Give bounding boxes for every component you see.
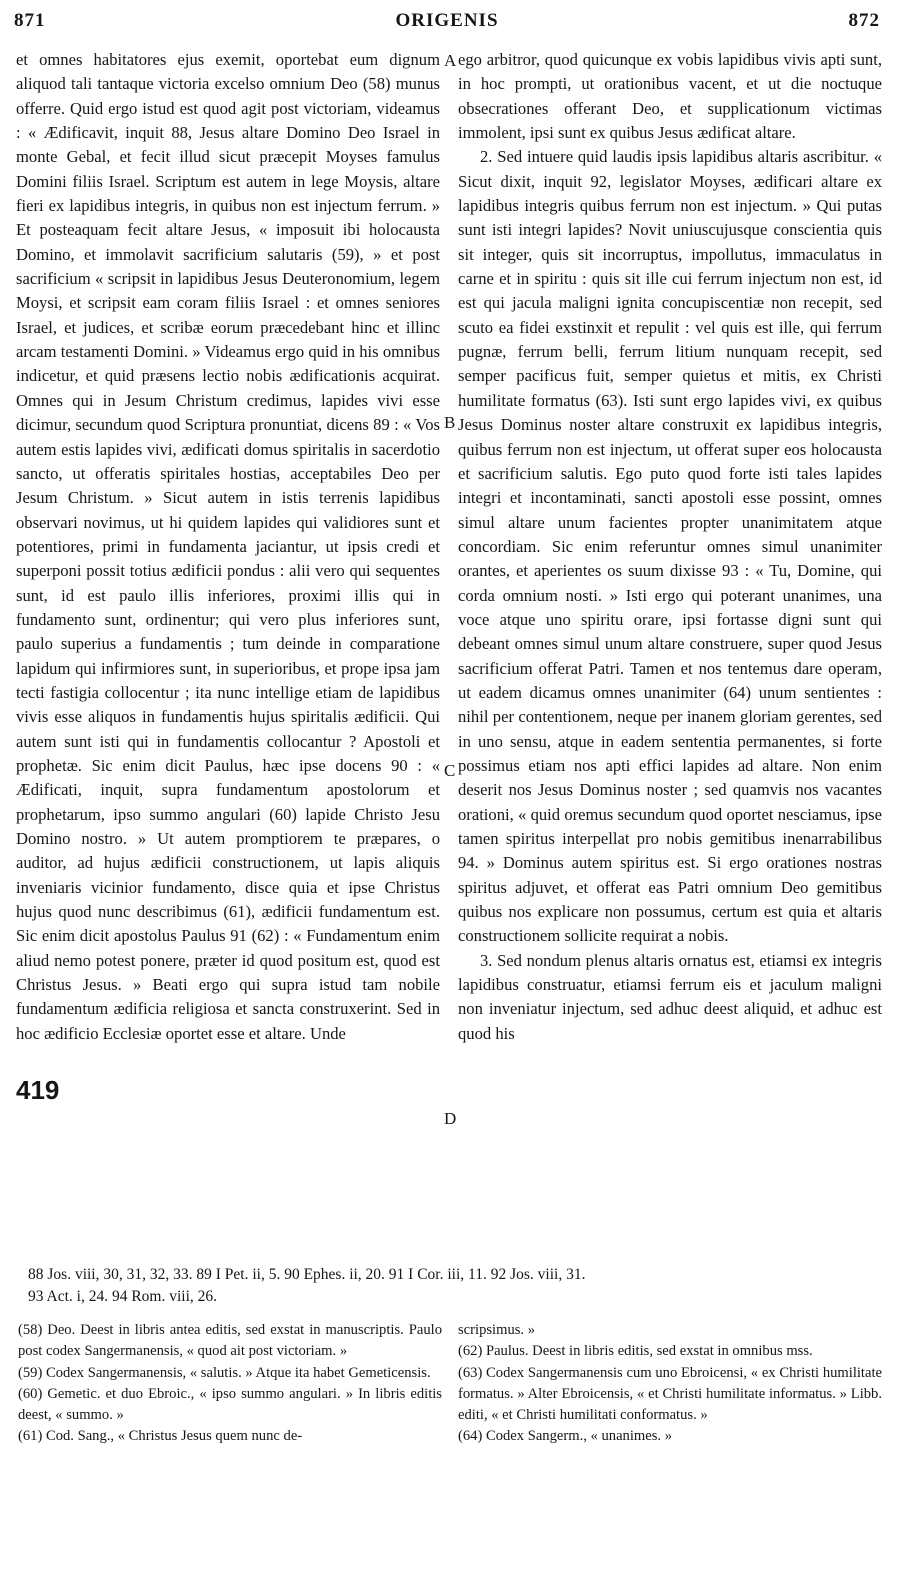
left-paragraph: et omnes habitatores ejus exemit, oportebat eum dignum aliquod tali tantaque victoria excelso omnium Deo (58) munus offerre. Quid ergo istud est quod agit post victoriam, videamus : « Ædificavit, inquit 88, Jesus altare Domino Deo Israel in monte Gebal, et fecit illud sicut præcepit Moyses famulus Domini filiis Israel. Scriptum est autem in lege Moysis, altare fieri ex lapidibus integris, in quibus non est injectum ferrum. » Et posteaquam fecit altare Jesus, « imposuit ibi holocausta Domino, et immolavit sacrificium salutaris (59), » et post sacrificium « scripsit in lapidibus Jesus Deuteronomium, legem Moysi, et scripsit eam coram filiis Israel : et omnes seniores Israel, et judices, et scribæ eorum præcedebant hinc et illinc arcam testamenti Domini. » Videamus ergo quid in his omnibus indicetur, et quid præsens lectio nobis ædificationis acquirat. Omnes qui in Jesum Christum credimus, lapides vivi esse dicimur, secundum quod Scriptura pronuntiat, dicens 89 : « Vos autem estis lapides vivi, ædificati domus spiritalis in sacerdotio sancto, ut offeratis spiritales hostias, acceptabiles Deo per Jesum Christum. » Sicut autem in istis terrenis lapidibus observari novimus, ut hi quidem lapides qui validiores sunt et potentiores, primi in fundamenta jaciantur, ut ipsis credi et superponi possit totius ædificii pondus : alii vero qui sequentes sunt, id est paulo illis inferiores, proximi illis qui in fundamento sunt, ordinentur; qui vero plus inferiores sunt, paulo superius a fundamentis ; tum deinde in comparatione lapidum qui infirmiores sunt, in superioribus, et prope ipsa jam tecti fastigia collocentur ; ita nunc intellige etiam de lapidibus vivis esse aliquos in fundamentis hujus spiritalis ædificii. Qui autem sunt isti qui in fundamentis collocantur ? Apostoli et prophetæ. Sic enim dicit Paulus, hæc ipse docens 90 : « Ædificati, inquit, supra fundamentum apostolorum et prophetarum, ipso summo angulari (60) lapide Christo Jesu Domino nostro. » Ut autem promptiorem te præpares, o auditor, ad hujus ædificii constructionem, ut lapis aliquis inveniaris vicinior fundamento, disce quia et ipse Christus hujus quod nunc describimus (61), ædificii fundamentum est. Sic enim dicit apostolus Paulus 91 (62) : « Fundamentum enim aliud nemo potest ponere, præter id quod positum est, quod est Christus Jesus. » Beati ergo qui supra istud tam nobile fundamentum ædificia religiosa et sancta construxerint. Sed in hoc ædificio Ecclesiæ oportet esse et altare. Unde: [16, 50, 440, 1043]
left-column-number: 871: [14, 10, 46, 31]
margin-letter-b: B: [444, 413, 456, 432]
margin-letter-d: D: [444, 1109, 457, 1128]
footnote: (60) Gemetic. et duo Ebroic., « ipso summo angulari. » In libris editis deest, « summo. »: [18, 1385, 442, 1424]
right-text-column: [458, 48, 882, 1256]
right-paragraph: 2. Sed intuere quid laudis ipsis lapidibus altaris ascribitur. « Sicut dixit, inquit 92, legislator Moyses, ædificari altare ex lapidibus integris quibus ferrum non est injectum. » Qui putas sunt isti integri lapides? Novit uniuscujusque conscientia quis sit integer, quis sit incorruptus, impollutus, immaculatus in carne et in spiritu : quis sit ille cui ferrum injectum non est, id est qui jacula maligni ignita concupiscentiæ non recepit, sed scuto ea fidei exstinxit et repulit : vel quis est ille, qui ferrum pugnæ, ferrum belli, ferrum litium nunquam recepit, sed semper pacificus fuit, semper quietus et mitis, ex Christi humilitate formatus (63). Isti sunt ergo lapides vivi, ex quibus Jesus Dominus noster altare construxit ex lapidibus integris, quibus ferrum non est injectum, ut offerat super eos holocausta et sacrificium salutis. Ego puto quod forte isti tales lapides integri et incontaminati, sancti apostoli esse possint, omnes simul altare unum facientes propter unanimitatem atque concordiam. Sic enim referuntur omnes simul unanimiter orantes, et aperientes os suum dixisse 93 : « Tu, Domine, qui corda omnium nosti. » Isti ergo qui poterant unanimes, una voce atque uno spiritu orare, ipsi fortasse digni sunt qui debeant omnes simul unum altare construere, super quod Jesus sacrificium offerat Patri. Tamen et nos tentemus dare operam, ut eadem dicamus omnes unanimiter (64) unum sentientes : nihil per contentionem, neque per inanem gloriam gerentes, sed in uno sensu, atque in eadem sententia permanentes, si forte possimus etiam nos apti effici lapides ad altare. Non enim deserit nos Jesus Dominus noster ; sed quamvis nos vacantes orationi, « quid oremus secundum quod oportet nesciamus, ipse tamen spiritus interpellat pro nobis gemitibus inenarrabilibus 94. » Dominus autem spiritus est. Si ergo orationes nostras spiritus adjuvet, et offerat eas Patri omnium Deo gemitibus quibus nos explicare non possumus, certum est quia et altaris constructionem sollicite requirat a nobis.: [458, 147, 882, 946]
footnote: scripsimus. »: [458, 1322, 536, 1338]
right-paragraph: 3. Sed nondum plenus altaris ornatus est, etiamsi ex integris lapidibus construatur, etiamsi ferrum eis et jaculum maligni non inveniatur injectum, sed adhuc deest aliquid, et adhuc est quod his: [458, 950, 882, 1043]
footnote: (62) Paulus. Deest in libris editis, sed exstat in omnibus mss.: [458, 1343, 813, 1360]
margin-letter-a: A: [444, 51, 457, 70]
page-title: ORIGENIS: [395, 10, 499, 31]
left-text-column: [16, 48, 440, 1256]
column-number-marker: 419: [16, 1075, 60, 1105]
footnote: (59) Codex Sangermanensis, « salutis. » Atque ita habet Gemeticensis.: [18, 1364, 431, 1381]
scripture-references: [28, 1264, 894, 1308]
footnotes-right: [458, 1320, 882, 1475]
margin-letter-c: C: [444, 761, 456, 780]
scripture-ref-line: 88 Jos. viii, 30, 31, 32, 33. 89 I Pet. ii, 5. 90 Ephes. ii, 20. 91 I Cor. iii, 11. 92 Jos. viii, 31.: [28, 1266, 586, 1283]
footnote: (58) Deo. Deest in libris antea editis, sed exstat in manuscriptis. Paulo post codex Sangermanensis, « quod ait post victoriam. »: [18, 1322, 442, 1360]
scripture-ref-line: 93 Act. i, 24. 94 Rom. viii, 26.: [28, 1288, 218, 1305]
footnote: (64) Codex Sangerm., « unanimes. »: [458, 1428, 673, 1445]
footnote: (63) Codex Sangermanensis cum uno Ebroicensi, « ex Christi humilitate formatus. » Alter Ebroicensis, « et Christi humilitate informatus. » Libb. editi, « et Christi humilitati conformatus. »: [458, 1364, 882, 1424]
footnotes-left: [18, 1320, 442, 1475]
right-paragraph: ego arbitror, quod quicunque ex vobis lapidibus vivis apti sunt, in hoc prompti, ut orationibus vacent, et ut die noctuque obsecrationes offerant Deo, et supplicationum victimas immolent, ipsi sunt ex quibus Jesus ædificat altare.: [458, 50, 882, 143]
footnote: (61) Cod. Sang., « Christus Jesus quem nunc de-: [18, 1428, 303, 1445]
right-column-number: 872: [848, 10, 880, 31]
running-header: [14, 10, 880, 38]
